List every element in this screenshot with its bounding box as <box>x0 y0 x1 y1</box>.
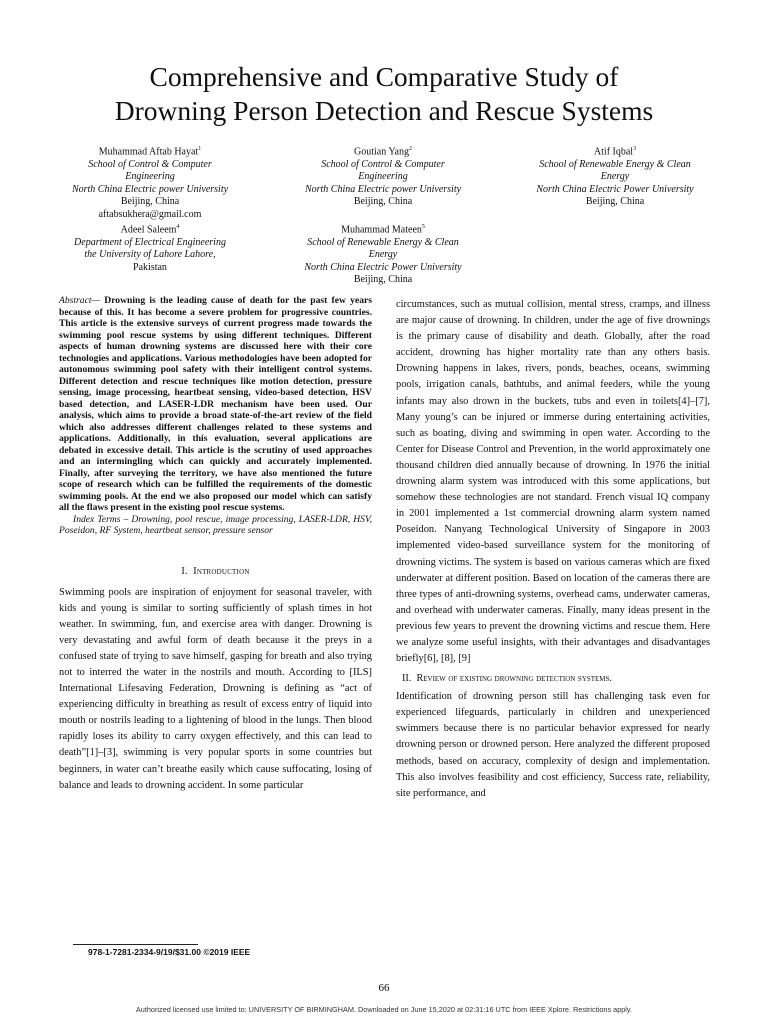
author-block-3 <box>510 143 720 209</box>
author-location: Beijing, China <box>585 196 645 208</box>
author-location: Beijing, China <box>120 196 180 208</box>
author-affiliation: North China Electric Power University <box>536 183 694 195</box>
author-name: Atif Iqbal$^3$ <box>593 146 637 158</box>
copyright-notice: 978-1-7281-2334-9/19/$31.00 ©2019 IEEE <box>88 947 251 957</box>
author-affiliation: Department of Electrical Engineering <box>74 236 226 248</box>
author-affiliation: North China Electric Power University <box>304 261 462 273</box>
author-location: Beijing, China <box>353 196 413 208</box>
author-email: aftabsukhera@gmail.com <box>98 208 202 220</box>
left-column <box>59 295 372 794</box>
author-affiliation: Engineering <box>125 171 175 183</box>
abstract <box>59 295 372 514</box>
review-paragraph: Identification of drowning person still has challenging task even for experienced lifeguards, particularly in children and unexperienced swimmers because there is no particular behavior expressed for nearly drowning person or drowned person. Here analyzed the different proposed methods, based on accuracy, complexity of design and implementation. This also involves feasibility and cost efficiency, Success rate, reliability, site performance, and <box>396 691 710 799</box>
right-column <box>396 297 710 802</box>
author-name: Muhammad Aftab Hayat$^1$ <box>98 146 202 158</box>
title-line-2: Drowning Person Detection and Rescue Systems <box>114 95 654 126</box>
index-terms-label: Index Terms – <box>73 513 129 525</box>
paper-title <box>40 60 728 128</box>
author-block-5 <box>270 221 496 287</box>
page-number: 66 <box>378 982 390 994</box>
section-heading-introduction: I. Introduction <box>181 565 250 577</box>
author-affiliation: School of Control & Computer <box>321 158 445 170</box>
footnote-rule <box>73 944 198 945</box>
author-affiliation: School of Control & Computer <box>88 158 212 170</box>
author-block-4 <box>40 221 260 274</box>
intro-paragraph-continued: circumstances, such as mutual collision, mental stress, cramps, and illness are major cause of drowning. In children, under the age of five drownings is the primary cause of disability and death. Globally, after the road accident, drowning has higher mortality rate than any others basis. Drowning happens in lakes, rivers, ponds, beaches, oceans, swimming pools, irrigation canals, bathtubs, and animal feeders, while the young infants may also drown in the buckets, tubs and even in toilets[4]–[7], Many young’s can be injured or immerse during entertaining activities, such as boating, diving and swimming in open water. According to the Center for Disease Control and Prevention, in the world approximately one thousand children died annually because of drowning. In 1976 the initial drowning alarm system was introduced with this some applications, but somehow these technologies are not standard. French visual IQ company in 2001 implemented a 1st commercial drowning alarm system named Poseidon. Nanyang Technological University of Singapore in 2003 implemented video-based surveillance system for the monitoring of drowning victims. The system is based on various cameras which are fixed underwater at different position. Based on location of the cameras there are three types of anti-drowning systems, overhead cams, underwater cameras, and overhead with underwater cameras. Finally, many ideas present in the previous few years to prevent the drowning victims and rescue them. Here we analyze some useful insights, with their advantages and disadvantages briefly[6], [8], [9] <box>396 299 710 665</box>
author-affiliation: the University of Lahore Lahore, <box>84 249 216 261</box>
author-affiliation: Energy <box>368 249 398 261</box>
introduction-paragraph: Swimming pools are inspiration of enjoyment for seasonal traveler, with kids and young is similar to sorting sufficiently of splash times in hot weather. In swimming, fun, and exercise area with danger. Drowning is very devastating and awful form of death because it the preys in a confused state of trying to save himself, gasping for breath and also trying not to interred the water in the nostrils and mouth. According to [ILS] International Lifesaving Federation, Drowning is defining as “act of experiencing difficulty in breathing as result of excess entry of liquid into mouth or nostrils leading to a lightening of blood in the lungs. Then blood rapidly loses its ability to carry oxygen effectively, and this can lead to death”[1]–[3], swimming is very popular sports in some countries but beginners, in water can’t breathe easily which cause suffocating, losing of balance and leads to drowning accident. In some particular <box>59 586 372 791</box>
index-terms <box>59 514 372 537</box>
author-affiliation: Engineering <box>358 171 408 183</box>
index-terms-text: Drowning, pool rescue, image processing, LASER-LDR, HSV, Poseidon, RF System, heartbeat sensor, pressure sensor <box>59 513 372 536</box>
author-name: Goutian Yang$^2$ <box>353 146 412 158</box>
author-location: Beijing, China <box>353 274 413 286</box>
author-location: Pakistan <box>133 261 167 273</box>
abstract-text: Drowning is the leading cause of death for the past few years because of this. It has become a severe problem for progressive countries. This article is the extensive surveys of current progress made towards the swimming pool rescue systems by using different techniques. Different aspects of human drowning systems are discussed here with their core technologies and applications. Various methodologies have been adopted for autonomous swimming pool safety with their intelligent control systems. Different detection and rescue techniques like motion detection, pressure sensing, image processing, heartbeat sensing, video-based detection, HSV based detection, and LASER-LDR mechanism have been used. Our analysis, which aims to provide a broad state-of-the-art review of the field which also addresses different challenges related to these systems and applications. Additionally, in this evaluation, several applications are debated in excessive detail. This article is the scrutiny of used approaches and an intermingling which can quickly and accurately implemented. Finally, after surveying the territory, we have also mentioned the future scope of research which can be fulfilled the requirements of the domestic swimming pools. At the end we also proposed our model which can satisfy all the flaws present in the existing pool rescue systems. <box>59 295 372 513</box>
author-affiliation: Energy <box>600 171 630 183</box>
license-footer: Authorized licensed use limited to: UNIVERSITY OF BIRMINGHAM. Downloaded on June 15,2020 at 02:31:16 UTC from IEEE Xplore. Restrictions apply. <box>135 1005 633 1014</box>
author-affiliation: School of Renewable Energy & Clean <box>307 236 459 248</box>
author-affiliation: North China Electric power University <box>71 183 229 195</box>
title-line-1: Comprehensive and Comparative Study of <box>149 61 619 92</box>
author-affiliation: North China Electric power University <box>304 183 462 195</box>
author-name: Adeel Saleem$^4$ <box>120 224 180 236</box>
author-block-2 <box>270 143 496 209</box>
section-heading-review: II. Review of existing drowning detection systems. <box>402 673 612 685</box>
author-name: Muhammad Mateen$^5$ <box>341 224 425 236</box>
author-affiliation: School of Renewable Energy & Clean <box>539 158 691 170</box>
abstract-label: Abstract— <box>59 295 101 306</box>
author-block-1 <box>40 143 260 221</box>
